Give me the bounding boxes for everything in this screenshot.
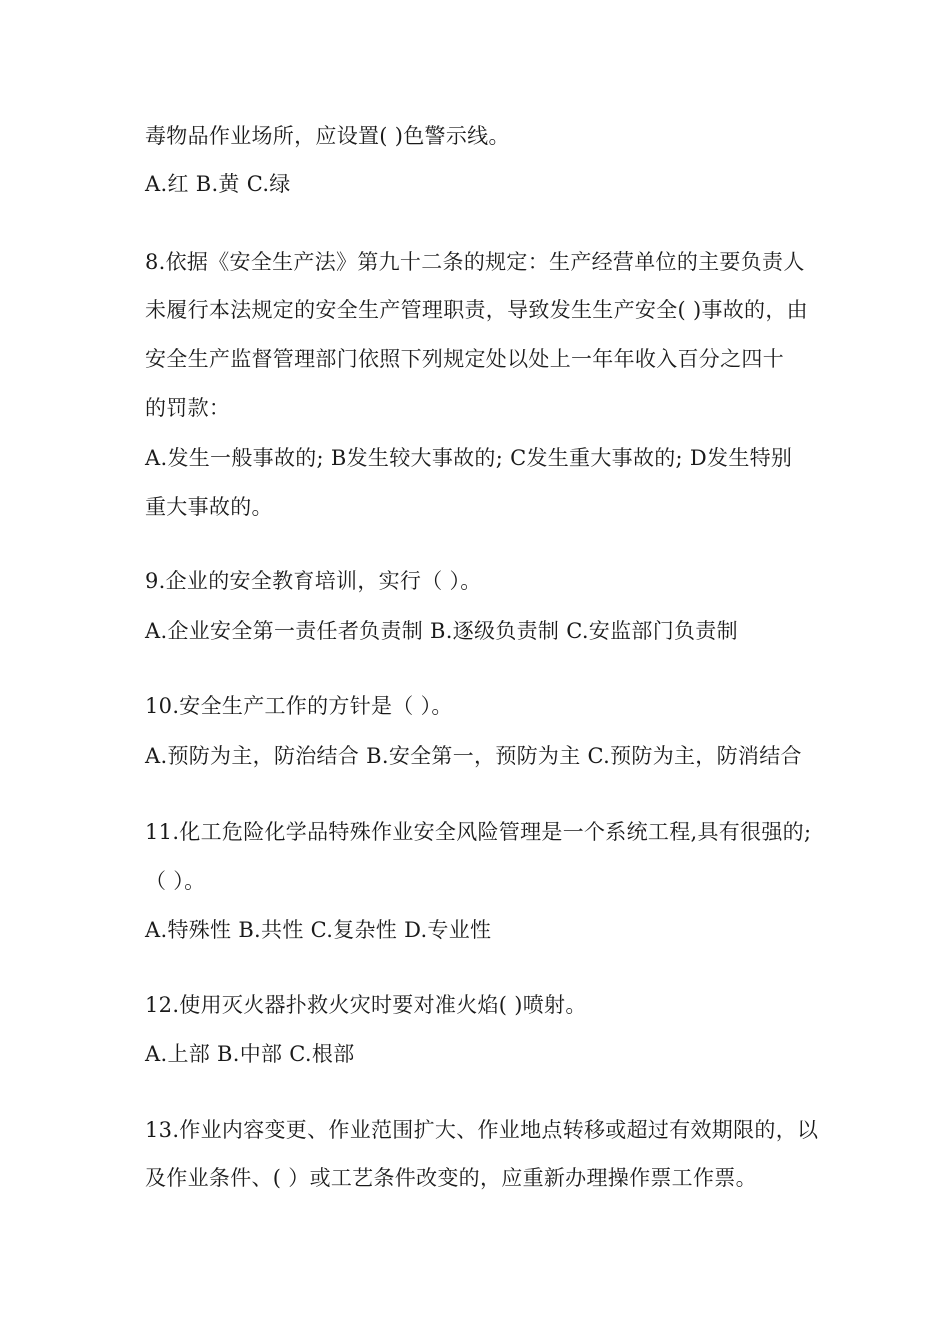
- question-7-tail: 毒物品作业场所，应设置( )色警示线。: [145, 124, 510, 148]
- question-8-line-2: 未履行本法规定的安全生产管理职责，导致发生生产安全( )事故的，由: [145, 298, 808, 322]
- question-8-line-1: 8.依据《安全生产法》第九十二条的规定：生产经营单位的主要负责人: [145, 250, 805, 274]
- question-9-options: A.企业安全第一责任者负责制 B.逐级负责制 C.安监部门负责制: [145, 619, 738, 643]
- question-11-options: A.特殊性 B.共性 C.复杂性 D.专业性: [145, 918, 492, 942]
- question-12: 12.使用灭火器扑救火灾时要对准火焰( )喷射。: [145, 993, 587, 1017]
- question-8-options-line-2: 重大事故的。: [145, 495, 273, 519]
- question-11-line-2: （ ）。: [145, 869, 206, 893]
- question-10-options: A.预防为主，防治结合 B.安全第一，预防为主 C.预防为主，防消结合: [145, 744, 802, 768]
- question-8-line-3: 安全生产监督管理部门依照下列规定处以处上一年年收入百分之四十: [145, 347, 784, 371]
- question-10: 10.安全生产工作的方针是（ ）。: [145, 694, 453, 718]
- question-13-line-1: 13.作业内容变更、作业范围扩大、作业地点转移或超过有效期限的，以: [145, 1118, 819, 1142]
- question-11-line-1: 11.化工危险化学品特殊作业安全风险管理是一个系统工程,具有很强的;: [145, 820, 812, 844]
- question-8-options-line-1: A.发生一般事故的; B发生较大事故的; C发生重大事故的; D发生特别: [145, 446, 793, 470]
- question-7-options: A.红 B.黄 C.绿: [145, 172, 291, 196]
- question-8-line-4: 的罚款：: [145, 396, 231, 420]
- question-9: 9.企业的安全教育培训，实行（ ）。: [145, 569, 482, 593]
- question-12-options: A.上部 B.中部 C.根部: [145, 1042, 355, 1066]
- question-13-line-2: 及作业条件、( ）或工艺条件改变的，应重新办理操作票工作票。: [145, 1166, 757, 1190]
